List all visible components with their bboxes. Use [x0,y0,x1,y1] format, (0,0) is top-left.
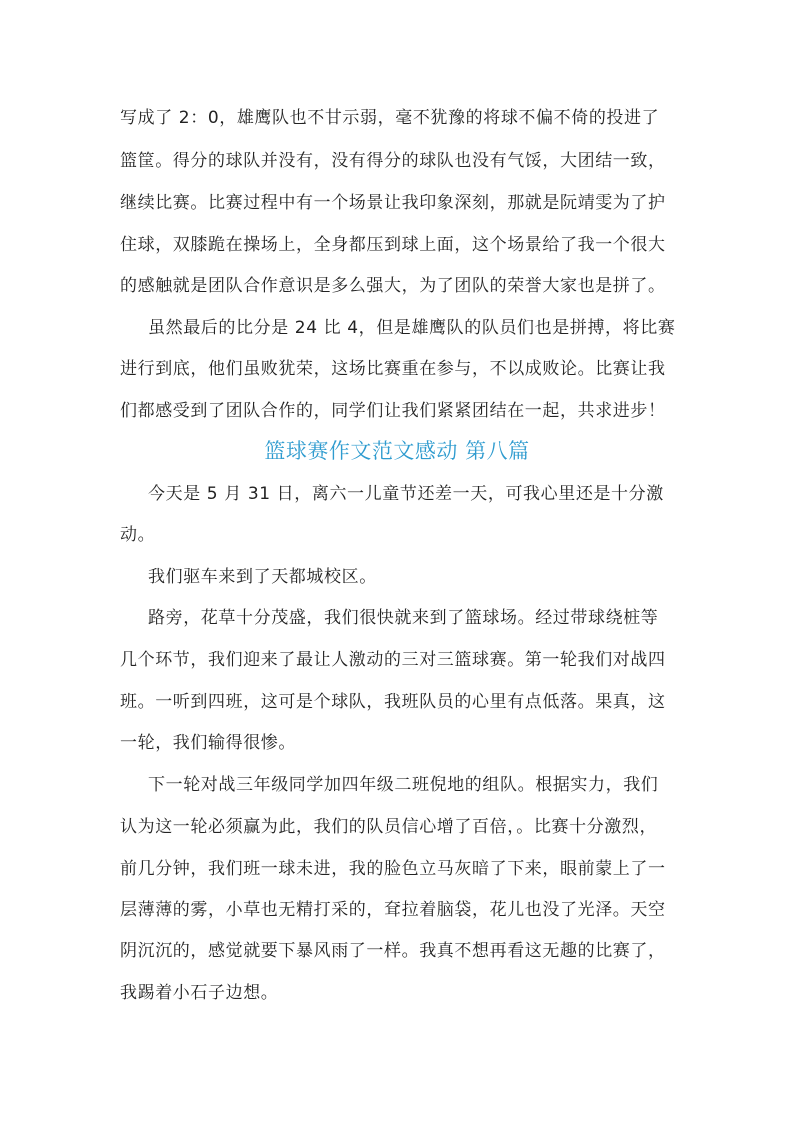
section-heading: 篮球赛作文范文感动 第八篇 [264,439,530,463]
paragraph-line: 我踢着小石子边想。 [120,983,279,1003]
paragraph-line: 一轮，我们输得很惨。 [120,733,296,753]
paragraph-line: 认为这一轮必须赢为此，我们的队员信心增了百倍，。比赛十分激烈， [120,817,658,837]
paragraph-line: 进行到底，他们虽败犹荣，这场比赛重在参与，不以成败论。比赛让我 [120,359,666,379]
paragraph-line: 继续比赛。比赛过程中有一个场景让我印象深刻，那就是阮靖雯为了护 [120,193,666,213]
paragraph-line: 写成了 2：0，雄鹰队也不甘示弱，毫不犹豫的将球不偏不倚的投进了 [120,108,660,128]
paragraph-line: 前几分钟，我们班一球未进，我的脸色立马灰暗了下来，眼前蒙上了一 [120,859,666,879]
paragraph-line: 们都感受到了团队合作的，同学们让我们紧紧团结在一起，共求进步！ [120,401,666,421]
paragraph-line: 班。一听到四班，这可是个球队，我班队员的心里有点低落。果真，这 [120,692,666,712]
paragraph-line: 动。 [120,525,156,545]
paragraph-line: 篮筐。得分的球队并没有，没有得分的球队也没有气馁，大团结一致， [120,151,666,171]
paragraph-line: 的感触就是团队合作意识是多么强大，为了团队的荣誉大家也是拼了。 [120,276,666,296]
paragraph-line: 阴沉沉的，感觉就要下暴风雨了一样。我真不想再看这无趣的比赛了， [120,941,666,961]
paragraph-line: 虽然最后的比分是 24 比 4，但是雄鹰队的队员们也是拼搏，将比赛 [148,318,676,338]
paragraph-line: 层薄薄的雾，小草也无精打采的，耷拉着脑袋，花儿也没了光泽。天空 [120,900,666,920]
paragraph-line: 今天是 5 月 31 日，离六一儿童节还差一天，可我心里还是十分激 [148,484,664,504]
paragraph-line: 我们驱车来到了天都城校区。 [148,567,377,587]
paragraph-line: 住球，双膝跪在操场上，全身都压到球上面，这个场景给了我一个很大 [120,235,666,255]
paragraph-line: 路旁，花草十分茂盛，我们很快就来到了篮球场。经过带球绕桩等 [148,608,659,628]
paragraph-line: 几个环节，我们迎来了最让人激动的三对三篮球赛。第一轮我们对战四 [120,650,666,670]
paragraph-line: 下一轮对战三年级同学加四年级二班倪地的组队。根据实力，我们 [148,775,659,795]
